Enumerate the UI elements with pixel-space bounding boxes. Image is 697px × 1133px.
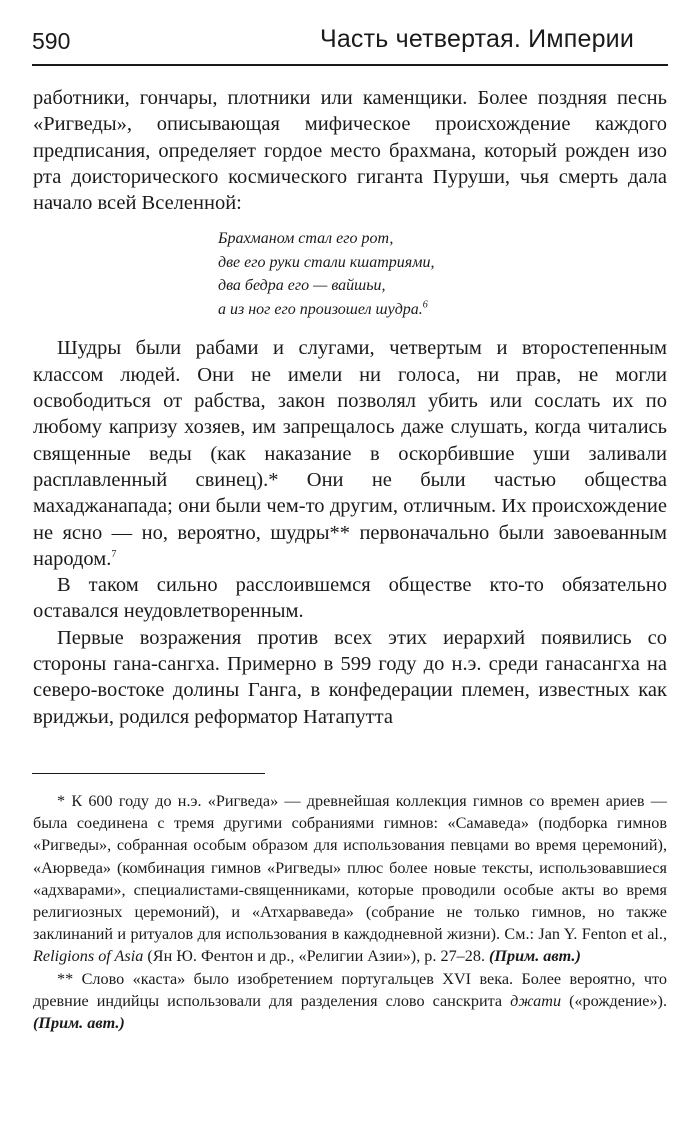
verse-quote	[218, 227, 667, 321]
paragraph	[33, 335, 667, 572]
author-note: (Прим. авт.)	[33, 1014, 125, 1033]
verse-line-text: а из ног его произошел шудра.	[218, 300, 423, 318]
verse-line-last	[218, 298, 667, 322]
author-note: (Прим. авт.)	[489, 947, 581, 966]
paragraph-continued: работники, гончары, плотники или каменщики. Более поздняя песнь «Ригведы», описывающая мифическое происхождение каждого предписания, определяет гордое место брахмана, который рожден изо рта доисторического космического гиганта Пуруши, чья смерть дала начало всей Вселенной:	[33, 87, 667, 215]
footnote-text: (Ян Ю. Фентон и др., «Религии Азии»), p. 27–28.	[147, 947, 485, 966]
footnote-text: («рождение»).	[569, 991, 667, 1010]
footnote-text: ** Слово «каста» было изобретением португальцев XVI века. Более вероятно, что древние индийцы использовали для разделения слово санскрита	[33, 969, 667, 1010]
paragraph-text: Шудры были рабами и слугами, четвертым и второстепенным классом людей. Они не имели ни голоса, ни прав, не могли освободиться от рабства, закон позволял убить или сослать их по любому капризу хозяев, им запрещалось даже слушать, когда читались священные веды (как наказание в оскорбившие уши заливали расплавленный свинец).* Они не были частью общества махаджанапада; они были чем-то другим, отличным. Их происхождение не ясно — но, вероятно, шудры** первоначально были завоеванным народом.	[33, 337, 667, 570]
main-text	[33, 85, 667, 730]
verse-line: Брахманом стал его рот,	[218, 230, 394, 248]
sanskrit-term: джати	[510, 991, 562, 1010]
running-title: Часть четвертая. Империи	[319, 25, 634, 53]
header-rule	[32, 64, 668, 66]
page-number: 590	[32, 28, 71, 54]
verse-line: два бедра его — вайшьи,	[218, 277, 386, 295]
footnote-rule	[32, 773, 265, 774]
footnote-text: * К 600 году до н.э. «Ригведа» — древнейшая коллекция гимнов со времен ариев — была соединена с тремя другими собраниями гимнов: «Самаведа» (подборка гимнов «Ригведы», собранная особым образом для использования певцами во время церемоний), «Аюрведа» (комбинация гимнов «Ригведы» плюс более новые тексты, использовавшиеся «адхварами», специалистами-священниками, которые проводили особые акты во время религиозных церемоний), и «Атхарваведа» (собрание не только гимнов, но также заклинаний и ритуалов для использования в каждодневной жизни). См.: Jan Y. Fenton et al.,	[33, 792, 667, 944]
verse-line: две его руки стали кшатриями,	[218, 253, 435, 271]
page-header	[32, 24, 668, 64]
endnote-ref: 7	[111, 549, 117, 561]
paragraph: Первые возражения против всех этих иерархий появились со стороны гана-сангха. Примерно в 599 году до н.э. среди ганасангха на северо-востоке долины Ганга, в конфедерации племен, известных как вриджьи, родился реформатор Натапутта	[33, 626, 667, 728]
footnotes	[33, 790, 667, 1034]
endnote-ref: 6	[422, 299, 428, 311]
book-title: Religions of Asia	[33, 947, 144, 966]
footnote-2	[33, 968, 667, 1035]
footnote-1	[33, 790, 667, 968]
paragraph: В таком сильно расслоившемся обществе кто-то обязательно оставался неудовлетворенным.	[33, 574, 667, 623]
